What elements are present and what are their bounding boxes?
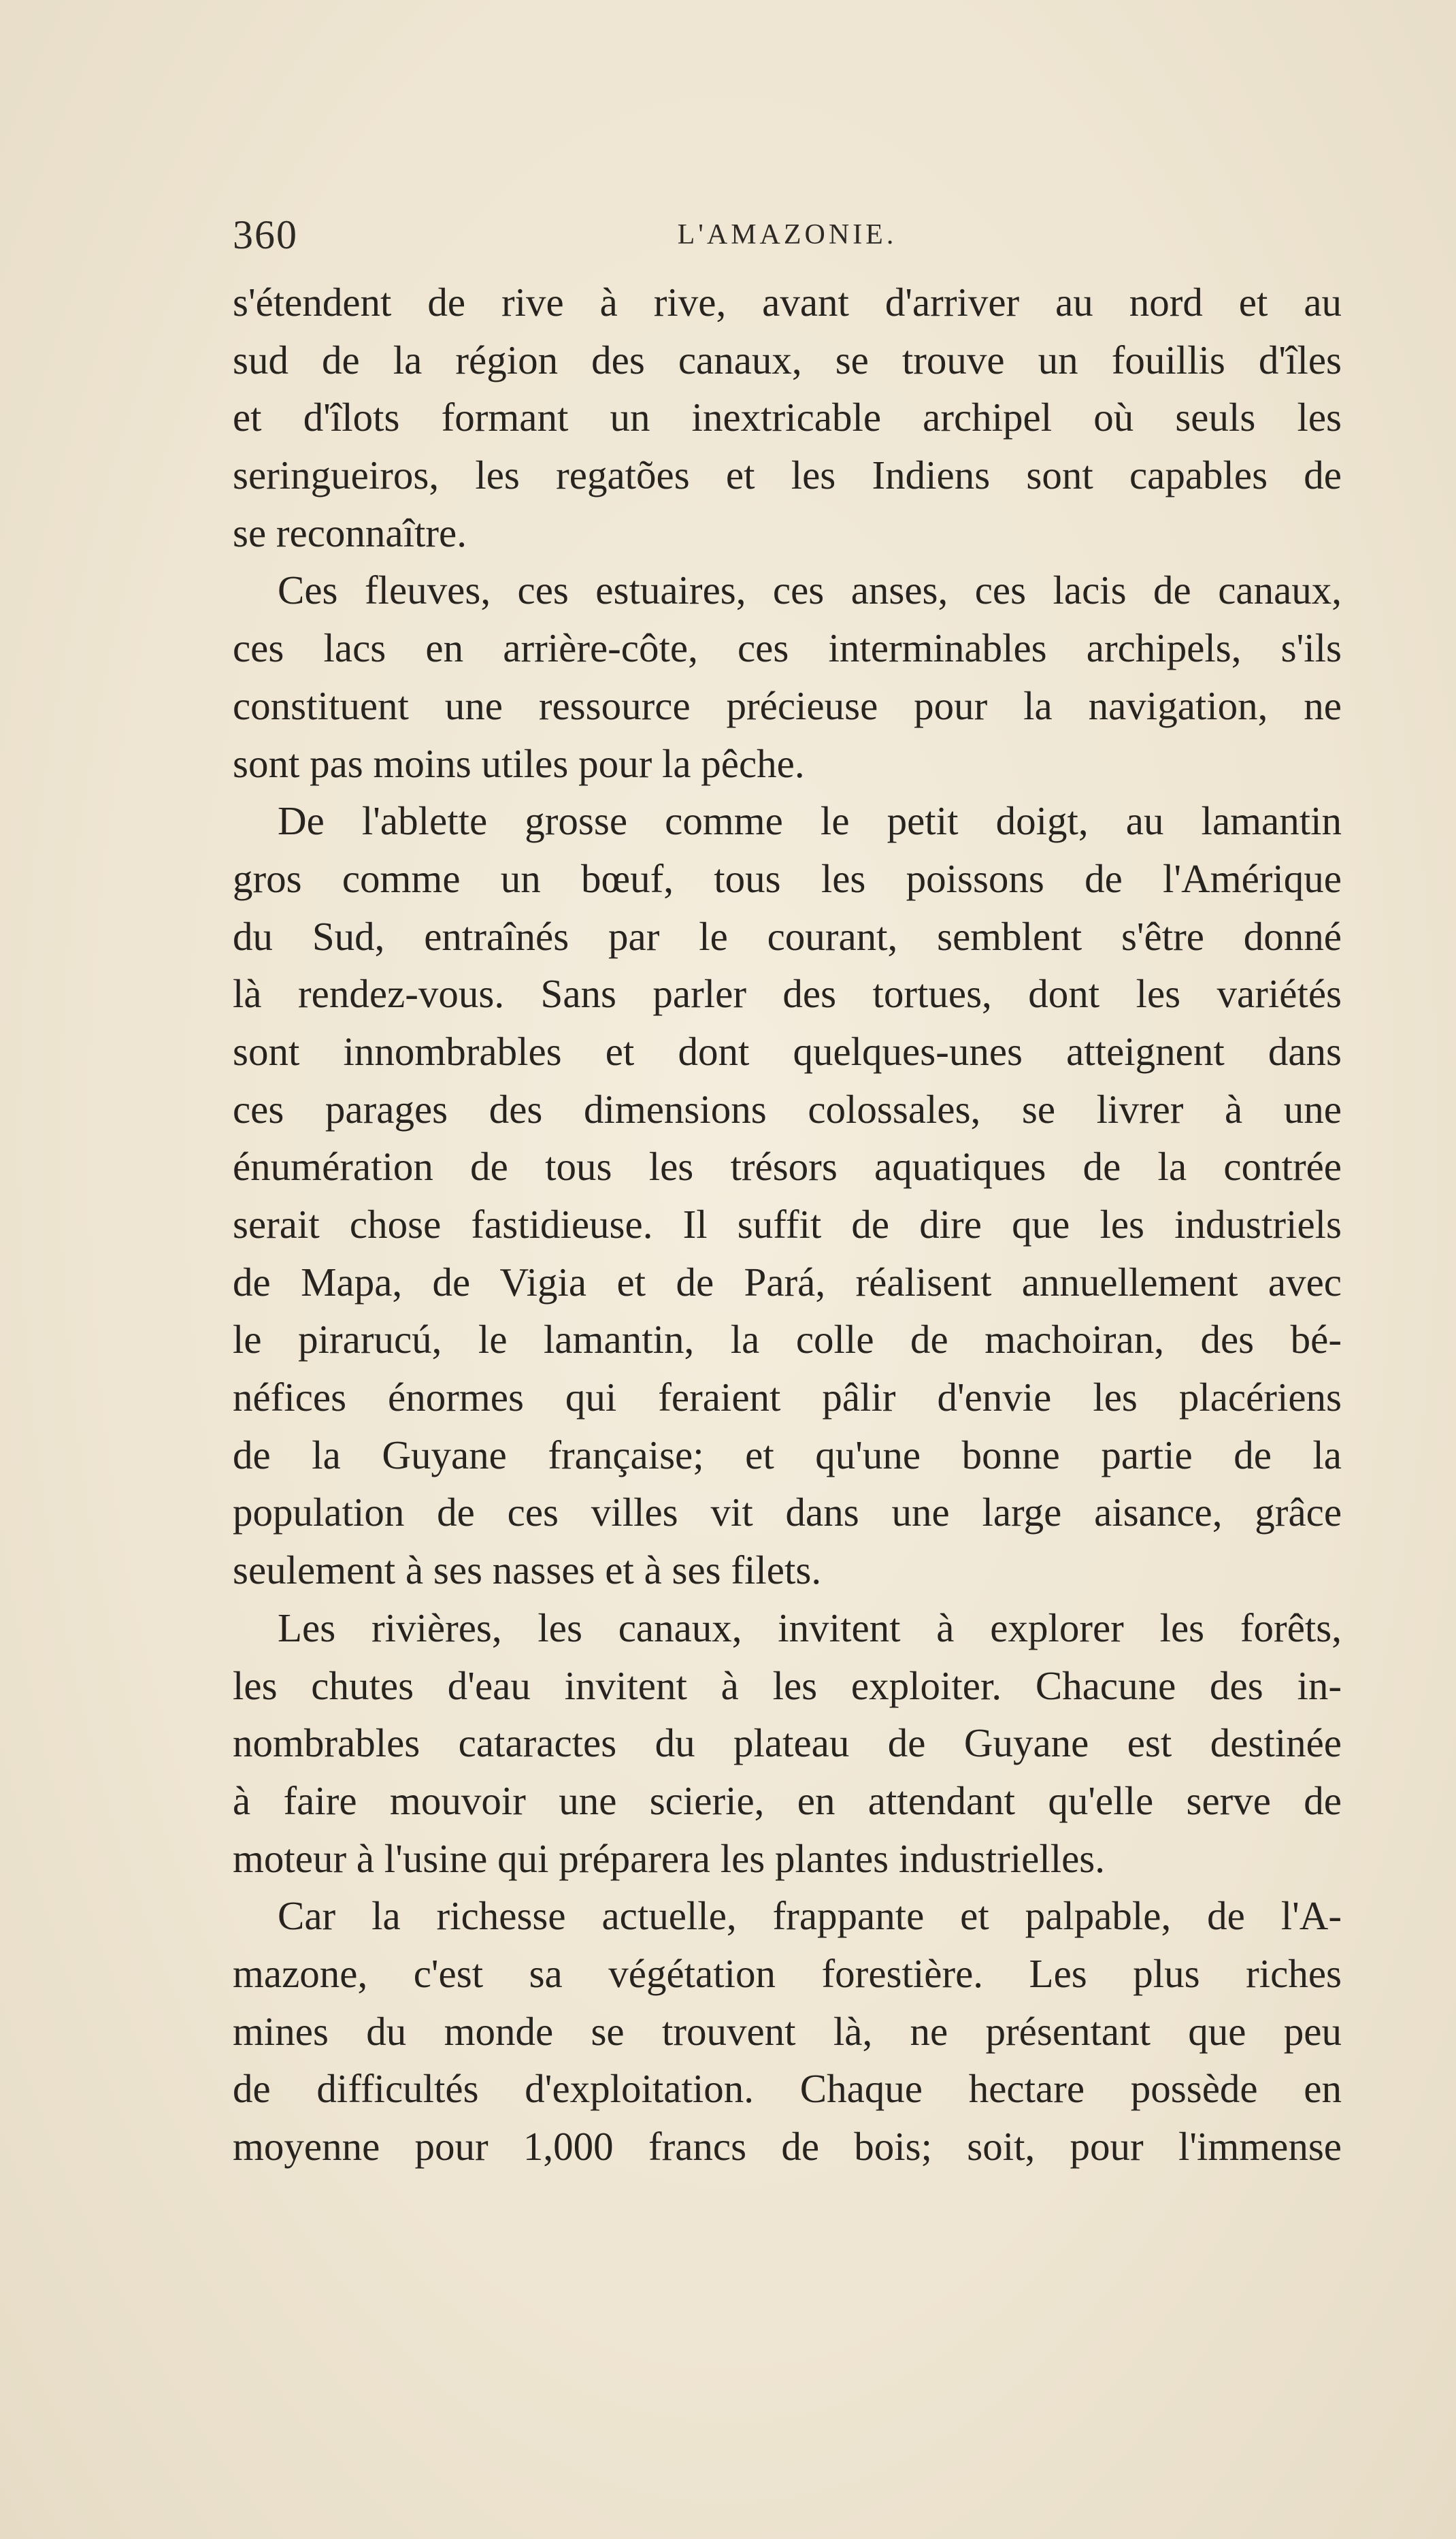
text-line: et d'îlots formant un inextricable archipel où seuls les <box>233 395 1342 440</box>
text-line: moteur à l'usine qui préparera les plantes industrielles. <box>233 1835 1106 1881</box>
text-line: les chutes d'eau invitent à les exploiter. Chacune des in- <box>233 1662 1342 1708</box>
running-title: L'AMAZONIE. <box>677 219 897 250</box>
text-line: énumération de tous les trésors aquatiques de la contrée <box>233 1144 1342 1190</box>
body-text <box>233 274 1342 2176</box>
text-line: néfices énormes qui feraient pâlir d'envie les placériens <box>233 1375 1342 1420</box>
page-header <box>233 204 1342 265</box>
text-line: le pirarucú, le lamantin, la colle de machoiran, des bé- <box>233 1317 1342 1362</box>
text-line: mazone, c'est sa végétation forestière. Les plus riches <box>233 1950 1342 1996</box>
text-line: mines du monde se trouvent là, ne présentant que peu <box>233 2008 1342 2054</box>
text-line: de Mapa, de Vigia et de Pará, réalisent annuellement avec <box>233 1259 1342 1305</box>
text-line: se reconnaître. <box>233 510 467 555</box>
text-line: de difficultés d'exploitation. Chaque hectare possède en <box>233 2066 1342 2112</box>
text-line: Car la richesse actuelle, frappante et palpable, de l'A- <box>278 1893 1342 1939</box>
text-line: Les rivières, les canaux, invitent à explorer les forêts, <box>278 1605 1342 1650</box>
text-line: moyenne pour 1,000 francs de bois; soit, pour l'immense <box>233 2124 1342 2169</box>
text-line: s'étendent de rive à rive, avant d'arriver au nord et au <box>233 280 1342 325</box>
text-line: serait chose fastidieuse. Il suffit de dire que les industriels <box>233 1202 1342 1247</box>
text-line: du Sud, entraînés par le courant, semblent s'être donné <box>233 913 1342 959</box>
text-line: nombrables cataractes du plateau de Guyane est destinée <box>233 1720 1342 1766</box>
text-line: ces parages des dimensions colossales, se livrer à une <box>233 1086 1342 1132</box>
text-line: sont innombrables et dont quelques-unes atteignent dans <box>233 1028 1342 1074</box>
text-line: gros comme un bœuf, tous les poissons de l'Amérique <box>233 855 1342 901</box>
text-line: seringueiros, les regatões et les Indiens sont capables de <box>233 453 1342 498</box>
text-line: là rendez-vous. Sans parler des tortues, dont les variétés <box>233 971 1342 1017</box>
text-line: de la Guyane française; et qu'une bonne partie de la <box>233 1432 1342 1477</box>
text-line: De l'ablette grosse comme le petit doigt, au lamantin <box>278 798 1342 844</box>
text-line: sont pas moins utiles pour la pêche. <box>233 740 805 786</box>
text-line: constituent une ressource précieuse pour la navigation, ne <box>233 683 1342 728</box>
text-line: Ces fleuves, ces estuaires, ces anses, ces lacis de canaux, <box>278 568 1342 613</box>
text-line: à faire mouvoir une scierie, en attendant qu'elle serve de <box>233 1778 1342 1823</box>
page-number: 360 <box>233 212 298 257</box>
text-line: sud de la région des canaux, se trouve un fouillis d'îles <box>233 337 1342 382</box>
text-line: seulement à ses nasses et à ses filets. <box>233 1547 822 1593</box>
text-line: ces lacs en arrière-côte, ces interminables archipels, s'ils <box>233 625 1342 671</box>
text-line: population de ces villes vit dans une large aisance, grâce <box>233 1490 1342 1535</box>
